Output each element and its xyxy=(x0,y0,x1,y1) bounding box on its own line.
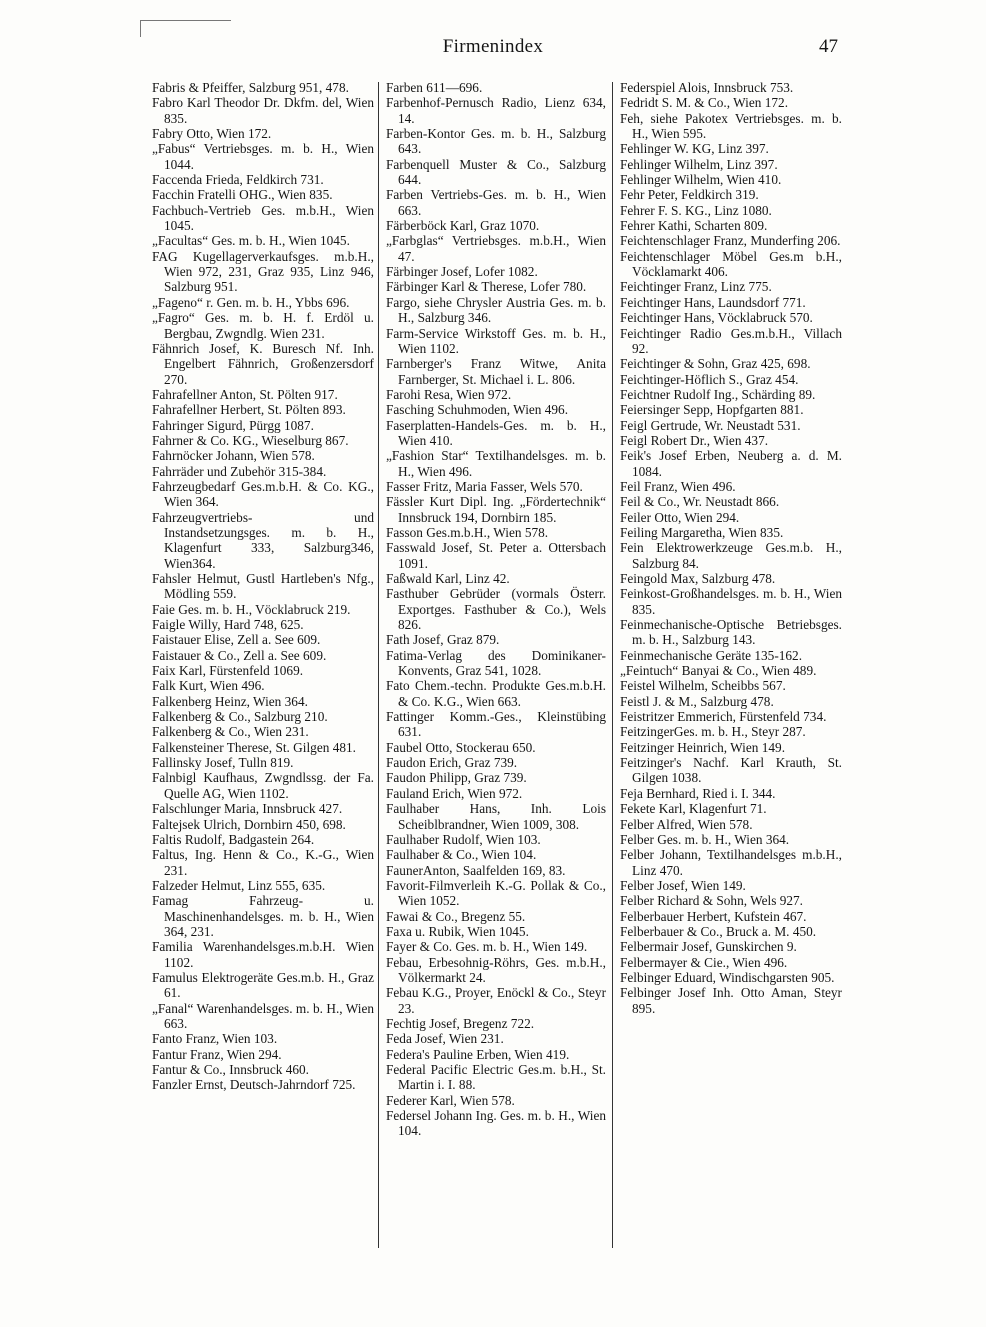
index-entry: Faigle Willy, Hard 748, 625. xyxy=(152,617,304,633)
index-entry: Falkenberg & Co., Salzburg 210. xyxy=(152,709,328,725)
index-entry: Feichtinger & Sohn, Graz 425, 698. xyxy=(620,356,811,372)
index-entry: Falkensteiner Therese, St. Gilgen 481. xyxy=(152,739,356,755)
index-entry: Felberbauer & Co., Bruck a. M. 450. xyxy=(620,923,817,939)
index-entry: Familia Warenhandelsges.m.b.H. Wien 1102. xyxy=(152,939,374,970)
index-entry: Feistel Wilhelm, Scheibbs 567. xyxy=(620,678,786,694)
index-entry: FAG Kugellagerverkaufsges. m.b.H., Wien 972, 231, Graz 935, Linz 946, Salzburg 951. xyxy=(152,248,374,295)
index-entry: Fässler Kurt Dipl. Ing. „Fördertechnik“ Innsbruck 194, Dornbirn 185. xyxy=(386,494,606,525)
index-entry: Farm-Service Wirkstoff Ges. m. b. H., Wien 1102. xyxy=(386,325,606,356)
index-entry: „Fageno“ r. Gen. m. b. H., Ybbs 696. xyxy=(152,294,350,310)
index-entry: Fattinger Komm.-Ges., Kleinstübing 631. xyxy=(386,709,606,740)
index-entry: Fahrafellner Anton, St. Pölten 917. xyxy=(152,386,338,402)
index-entry: Feichtinger-Höflich S., Graz 454. xyxy=(620,371,799,387)
index-entry: Federal Pacific Electric Ges.m. b.H., St. Martin i. I. 88. xyxy=(386,1062,606,1093)
index-entry: Falzeder Helmut, Linz 555, 635. xyxy=(152,877,326,893)
index-entry: Fato Chem.-techn. Produkte Ges.m.b.H. & Co. K.G., Wien 663. xyxy=(386,678,606,709)
index-entry: Fasser Fritz, Maria Fasser, Wels 570. xyxy=(386,478,583,494)
index-entry: Feigl Robert Dr., Wien 437. xyxy=(620,432,769,448)
index-entry: Fabris & Pfeiffer, Salzburg 951, 478. xyxy=(152,80,349,95)
index-entry: Felbermair Josef, Gunskirchen 9. xyxy=(620,939,797,955)
index-entry: Fanto Franz, Wien 103. xyxy=(152,1031,278,1047)
index-entry: Faie Ges. m. b. H., Vöcklabruck 219. xyxy=(152,601,351,617)
index-entry: Feingold Max, Salzburg 478. xyxy=(620,571,776,586)
index-entry: Feinmechanische-Optische Betriebsges. m. b. H., Salzburg 143. xyxy=(620,617,842,648)
index-entry: Färberböck Karl, Graz 1070. xyxy=(386,218,540,234)
index-entry: Faulhaber Rudolf, Wien 103. xyxy=(386,831,541,847)
index-entry: Felberbauer Herbert, Kufstein 467. xyxy=(620,908,807,924)
index-entry: „Fagro“ Ges. m. b. H. f. Erdöl u. Bergbau, Zwgndlg. Wien 231. xyxy=(152,310,374,341)
index-entry: Federa's Pauline Erben, Wien 419. xyxy=(386,1046,570,1062)
index-entry: Fachbuch-Vertrieb Ges. m.b.H., Wien 1045. xyxy=(152,202,374,234)
index-entry: Falkenberg Heinz, Wien 364. xyxy=(152,693,308,709)
index-entry: Faserplatten-Handels-Ges. m. b. H., Wien 410. xyxy=(386,417,606,448)
index-entry: FeitzingerGes. m. b. H., Steyr 287. xyxy=(620,724,806,740)
index-entry: Felber Richard & Sohn, Wels 927. xyxy=(620,893,803,909)
index-entry: Faubel Otto, Stockerau 650. xyxy=(386,739,536,755)
index-entry: Färbinger Karl & Therese, Lofer 780. xyxy=(386,279,587,295)
index-entry: Feichtenschlager Möbel Ges.m b.H., Vöcklamarkt 406. xyxy=(620,248,842,280)
index-entry: Falschlunger Maria, Innsbruck 427. xyxy=(152,801,343,817)
index-entry: Fekete Karl, Klagenfurt 71. xyxy=(620,801,767,817)
index-entry: Faistauer & Co., Zell a. See 609. xyxy=(152,647,327,663)
index-entry: Faistauer Elise, Zell a. See 609. xyxy=(152,632,321,648)
column-divider xyxy=(378,82,379,1248)
index-entry: Faßwald Karl, Linz 42. xyxy=(386,571,510,586)
index-entry: Farben Vertriebs-Ges. m. b. H., Wien 663. xyxy=(386,187,606,218)
index-entry: Fehrer Kathi, Scharten 809. xyxy=(620,218,768,234)
column-divider xyxy=(612,82,613,1248)
index-entry: Fahrnöcker Johann, Wien 578. xyxy=(152,448,315,464)
index-entry: Farben 611—696. xyxy=(386,80,483,95)
index-column-3 xyxy=(620,80,842,1250)
index-entry: Fahrafellner Herbert, St. Pölten 893. xyxy=(152,402,346,418)
index-entry: Falkenberg & Co., Wien 231. xyxy=(152,724,309,740)
index-entry: Farben-Kontor Ges. m. b. H., Salzburg 643. xyxy=(386,126,606,157)
index-entry: „Facultas“ Ges. m. b. H., Wien 1045. xyxy=(152,233,350,249)
index-entry: Faccenda Frieda, Feldkirch 731. xyxy=(152,172,324,188)
index-column-1 xyxy=(152,80,374,1250)
index-entry: Fath Josef, Graz 879. xyxy=(386,632,500,648)
index-entry: Farnberger's Franz Witwe, Anita Farnberger, St. Michael i. L. 806. xyxy=(386,356,606,387)
index-entry: Famulus Elektrogeräte Ges.m.b. H., Graz 61. xyxy=(152,969,374,1001)
index-entry: Färbinger Josef, Lofer 1082. xyxy=(386,264,538,280)
index-entry: Faltis Rudolf, Badgastein 264. xyxy=(152,831,315,847)
index-entry: Feistritzer Emmerich, Fürstenfeld 734. xyxy=(620,709,827,725)
index-entry: Fatima-Verlag des Dominikaner-Konvents, Graz 541, 1028. xyxy=(386,647,606,679)
index-entry: „Farbglas“ Vertriebsges. m.b.H., Wien 47. xyxy=(386,233,606,264)
index-entry: Farbenhof-Pernusch Radio, Lienz 634, 14. xyxy=(386,95,606,126)
index-entry: Fantur & Co., Innsbruck 460. xyxy=(152,1062,309,1077)
index-entry: „Feintuch“ Banyai & Co., Wien 489. xyxy=(620,663,817,679)
index-entry: Fehlinger W. KG, Linz 397. xyxy=(620,141,769,157)
index-entry: Felber Johann, Textilhandelsges m.b.H., Linz 470. xyxy=(620,847,842,878)
index-entry: Fahsler Helmut, Gustl Hartleben's Nfg., Mödling 559. xyxy=(152,571,374,602)
index-entry: Feiling Margaretha, Wien 835. xyxy=(620,524,784,540)
index-entry: Faulhaber Hans, Inh. Lois Scheiblbrandner, Wien 1009, 308. xyxy=(386,801,606,832)
index-entry: Feja Bernhard, Ried i. I. 344. xyxy=(620,785,776,801)
index-entry: Faxa u. Rubik, Wien 1045. xyxy=(386,923,529,939)
index-entry: Feh, siehe Pakotex Vertriebsges. m. b. H., Wien 595. xyxy=(620,110,842,142)
index-entry: Felbinger Eduard, Windischgarsten 905. xyxy=(620,969,835,985)
index-entry: Faix Karl, Fürstenfeld 1069. xyxy=(152,663,304,679)
index-entry: Feil Franz, Wien 496. xyxy=(620,478,736,494)
index-entry: Feistl J. & M., Salzburg 478. xyxy=(620,693,774,709)
index-entry: Fasching Schuhmoden, Wien 496. xyxy=(386,402,569,418)
index-entry: Faudon Erich, Graz 739. xyxy=(386,755,518,771)
index-entry: Fehrer F. S. KG., Linz 1080. xyxy=(620,202,772,218)
index-entry: Fawai & Co., Bregenz 55. xyxy=(386,908,526,924)
index-entry: Feichtinger Hans, Laundsdorf 771. xyxy=(620,294,806,310)
index-entry: Fargo, siehe Chrysler Austria Ges. m. b. H., Salzburg 346. xyxy=(386,294,606,326)
index-entry: Fedridt S. M. & Co., Wien 172. xyxy=(620,95,789,111)
index-entry: Facchin Fratelli OHG., Wien 835. xyxy=(152,187,333,203)
index-entry: Feitzinger Heinrich, Wien 149. xyxy=(620,739,786,755)
index-entry: Faudon Philipp, Graz 739. xyxy=(386,770,527,786)
index-entry: Fein Elektrowerkzeuge Ges.m.b. H., Salzburg 84. xyxy=(620,540,842,571)
index-column-2 xyxy=(386,80,606,1250)
index-entry: FaunerAnton, Saalfelden 169, 83. xyxy=(386,862,566,878)
index-entry: Faltejsek Ulrich, Dornbirn 450, 698. xyxy=(152,816,346,832)
index-entry: Fehlinger Wilhelm, Wien 410. xyxy=(620,172,782,188)
index-entry: Feichtinger Hans, Vöcklabruck 570. xyxy=(620,310,813,326)
index-entry: Fahrner & Co. KG., Wieselburg 867. xyxy=(152,432,349,448)
index-entry: Fauland Erich, Wien 972. xyxy=(386,785,523,801)
index-entry: Feda Josef, Wien 231. xyxy=(386,1031,504,1047)
index-entry: Fehlinger Wilhelm, Linz 397. xyxy=(620,156,778,172)
index-entry: Felbermayer & Cie., Wien 496. xyxy=(620,954,788,970)
index-entry: Faulhaber & Co., Wien 104. xyxy=(386,847,537,863)
index-entry: Federspiel Alois, Innsbruck 753. xyxy=(620,80,794,95)
index-entry: Felber Ges. m. b. H., Wien 364. xyxy=(620,831,790,847)
index-entry: Feiler Otto, Wien 294. xyxy=(620,509,740,525)
index-entry: Fanzler Ernst, Deutsch-Jahrndorf 725. xyxy=(152,1077,356,1093)
index-entry: Feigl Gertrude, Wr. Neustadt 531. xyxy=(620,417,801,433)
index-entry: Fantur Franz, Wien 294. xyxy=(152,1046,282,1062)
index-entry: Felber Josef, Wien 149. xyxy=(620,877,746,893)
index-entry: Feinmechanische Geräte 135-162. xyxy=(620,647,803,663)
index-entry: Feil & Co., Wr. Neustadt 866. xyxy=(620,494,780,510)
index-entry: Feinkost-Großhandelsges. m. b. H., Wien 835. xyxy=(620,586,842,617)
index-entry: „Fanal“ Warenhandelsges. m. b. H., Wien 663. xyxy=(152,1000,374,1031)
index-entry: Falnbigl Kaufhaus, Zwgndlssg. der Fa. Quelle AG, Wien 1102. xyxy=(152,770,374,801)
index-entry: Feichtinger Franz, Linz 775. xyxy=(620,279,772,295)
index-entry: Feichtner Rudolf Ing., Schärding 89. xyxy=(620,386,816,402)
index-entry: Fallinsky Josef, Tulln 819. xyxy=(152,755,294,771)
page-number: 47 xyxy=(819,36,838,57)
index-entry: Feik's Josef Erben, Neuberg a. d. M. 1084. xyxy=(620,448,842,479)
index-entry: Falk Kurt, Wien 496. xyxy=(152,678,265,694)
index-entry: Fabry Otto, Wien 172. xyxy=(152,126,272,142)
index-entry: Fasswald Josef, St. Peter a. Ottersbach 1091. xyxy=(386,540,606,571)
index-entry: Faltus, Ing. Henn & Co., K.-G., Wien 231. xyxy=(152,847,374,878)
index-entry: Fechtig Josef, Bregenz 722. xyxy=(386,1015,535,1031)
index-entry: Fahringer Sigurd, Pürgg 1087. xyxy=(152,417,314,433)
index-entry: Feitzinger's Nachf. Karl Krauth, St. Gilgen 1038. xyxy=(620,755,842,786)
index-entry: Felbinger Josef Inh. Otto Aman, Steyr 895. xyxy=(620,985,842,1016)
index-entry: „Fabus“ Vertriebsges. m. b. H., Wien 1044. xyxy=(152,141,374,172)
index-entry: Fasson Ges.m.b.H., Wien 578. xyxy=(386,524,549,540)
index-entry: Fabro Karl Theodor Dr. Dkfm. del, Wien 835. xyxy=(152,95,374,126)
index-entry: „Fashion Star“ Textilhandelsges. m. b. H., Wien 496. xyxy=(386,448,606,479)
index-entry: Fehr Peter, Feldkirch 319. xyxy=(620,187,759,203)
index-entry: Fayer & Co. Ges. m. b. H., Wien 149. xyxy=(386,939,588,955)
index-entry: Feichtinger Radio Ges.m.b.H., Villach 92. xyxy=(620,325,842,356)
index-entry: Fasthuber Gebrüder (vormals Österr. Exportges. Fasthuber & Co.), Wels 826. xyxy=(386,586,606,633)
index-entry: Felber Alfred, Wien 578. xyxy=(620,816,753,832)
index-entry: Febau K.G., Proyer, Enöckl & Co., Steyr 23. xyxy=(386,985,606,1016)
index-entry: Federer Karl, Wien 578. xyxy=(386,1092,515,1108)
index-entry: Farohi Resa, Wien 972. xyxy=(386,386,512,402)
index-entry: Farbenquell Muster & Co., Salzburg 644. xyxy=(386,156,606,188)
index-entry: Fahrzeugbedarf Ges.m.b.H. & Co. KG., Wien 364. xyxy=(152,478,374,510)
index-entry: Fähnrich Josef, K. Buresch Nf. Inh. Engelbert Fähnrich, Großenzersdorf 270. xyxy=(152,340,374,387)
index-entry: Feiersinger Sepp, Hopfgarten 881. xyxy=(620,402,804,418)
crop-corner-mark xyxy=(140,20,231,37)
page-title: Firmenindex xyxy=(442,36,544,57)
index-entry: Fahrräder und Zubehör 315-384. xyxy=(152,463,327,479)
index-entry: Famag Fahrzeug- u. Maschinenhandelsges. m. b. H., Wien 364, 231. xyxy=(152,893,374,939)
index-entry: Febau, Erbesohnig-Röhrs, Ges. m.b.H., Völkermarkt 24. xyxy=(386,954,606,985)
index-entry: Feichtenschlager Franz, Munderfing 206. xyxy=(620,233,841,249)
index-entry: Favorit-Filmverleih K.-G. Pollak & Co., Wien 1052. xyxy=(386,877,606,909)
index-entry: Federsel Johann Ing. Ges. m. b. H., Wien 104. xyxy=(386,1108,606,1139)
index-entry: Fahrzeugvertriebs- und Instandsetzungsges. m. b. H., Klagenfurt 333, Salzburg346, Wien364. xyxy=(152,509,374,571)
